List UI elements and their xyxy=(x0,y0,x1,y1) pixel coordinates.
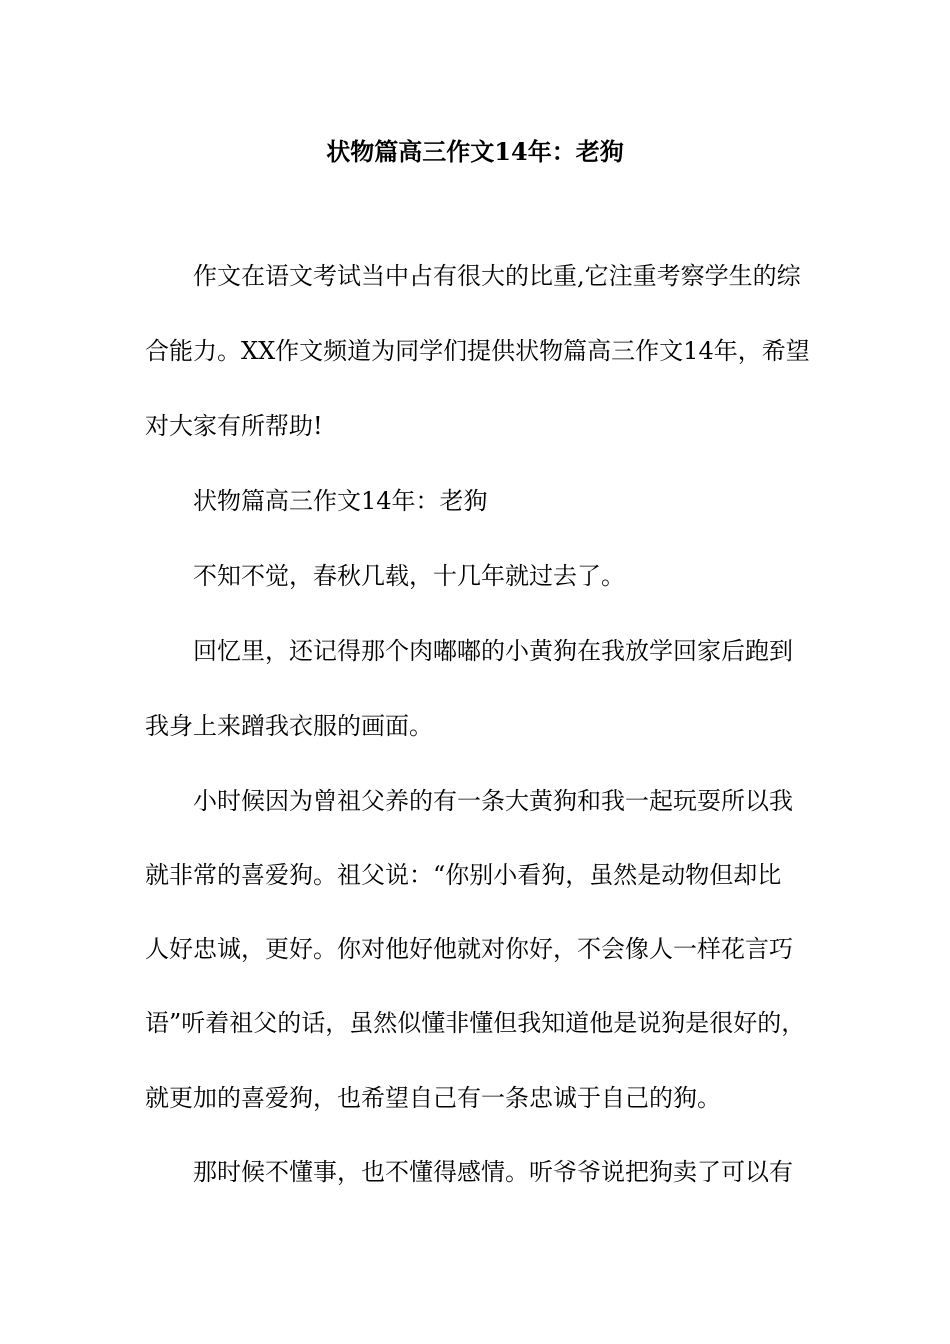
paragraph-line: 人好忠诚，更好。你对他好他就对你好，不会像人一样花言巧 xyxy=(145,935,793,963)
paragraph-line: 合能力。XX作文频道为同学们提供状物篇高三作文14年，希望 xyxy=(145,337,810,365)
paragraph-line: 那时候不懂事，也不懂得感情。听爷爷说把狗卖了可以有 xyxy=(193,1158,793,1186)
paragraph-line: 我身上来蹭我衣服的画面。 xyxy=(145,712,433,740)
paragraph-line: 语”听着祖父的话，虽然似懂非懂但我知道他是说狗是很好的， xyxy=(145,1009,806,1037)
document-title: 状物篇高三作文14年：老狗 xyxy=(326,137,624,166)
paragraph-line: 对大家有所帮助! xyxy=(145,412,323,440)
paragraph-line: 不知不觉，春秋几载，十几年就过去了。 xyxy=(193,562,625,590)
paragraph-line: 就更加的喜爱狗，也希望自己有一条忠诚于自己的狗。 xyxy=(145,1084,721,1112)
paragraph-line: 作文在语文考试当中占有很大的比重,它注重考察学生的综 xyxy=(193,262,801,290)
paragraph-line: 小时候因为曾祖父养的有一条大黄狗和我一起玩耍所以我 xyxy=(193,787,793,815)
paragraph-line: 回忆里，还记得那个肉嘟嘟的小黄狗在我放学回家后跑到 xyxy=(193,637,793,665)
paragraph-line: 就非常的喜爱狗。祖父说：“你别小看狗，虽然是动物但却比 xyxy=(145,861,782,889)
section-heading-line: 状物篇高三作文14年：老狗 xyxy=(193,487,488,515)
